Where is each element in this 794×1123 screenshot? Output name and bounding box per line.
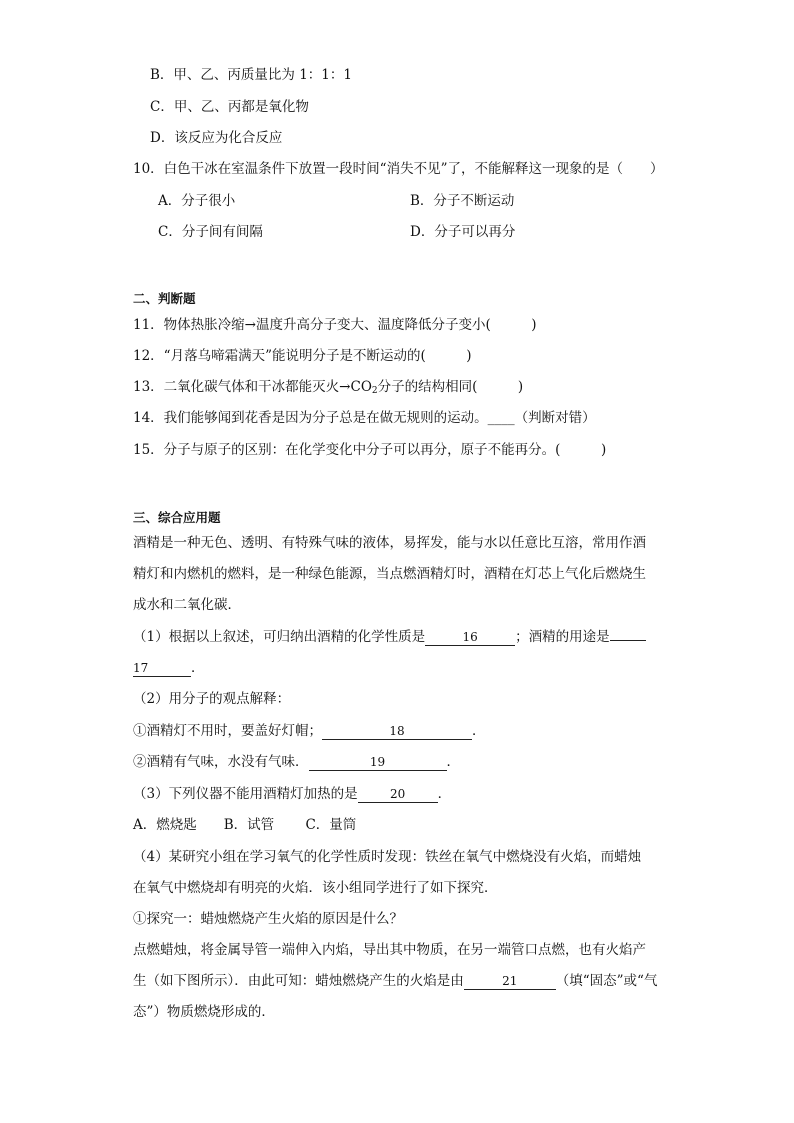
part-2-item-2-text: ②酒精有气味，水没有气味． — [133, 754, 309, 770]
part-4-line-5 — [133, 971, 657, 991]
part-4-line-3: ①探究一：蜡烛燃烧产生火焰的原因是什么？ — [133, 911, 403, 927]
intro-line-1: 酒精是一种无色、透明、有特殊气味的液体，易挥发，能与水以任意比互溶，常用作酒 — [133, 535, 646, 551]
q9-option-d: D．该反应为化合反应 — [150, 130, 283, 146]
q12: 12．“月落乌啼霜满天”能说明分子是不断运动的( ) — [133, 348, 472, 364]
part-3-text: （3）下列仪器不能用酒精灯加热的是 — [133, 786, 358, 802]
blank-19[interactable]: 19 — [309, 754, 447, 771]
section-2-heading: 二、判断题 — [133, 291, 196, 306]
part-2: （2）用分子的观点解释： — [133, 691, 291, 707]
q13 — [133, 377, 523, 401]
part-4-line-1: （4）某研究小组在学习氧气的化学性质时发现：铁丝在氧气中燃烧没有火焰，而蜡烛 — [133, 849, 642, 865]
q13-text-a: 13．二氧化碳气体和干冰都能灭火→CO — [133, 379, 372, 395]
q10-option-c: C．分子间有间隔 — [158, 224, 263, 240]
q10-option-d: D．分子可以再分 — [410, 224, 516, 240]
intro-line-3: 成水和二氧化碳． — [133, 597, 241, 613]
part-4-line-4: 点燃蜡烛，将金属导管一端伸入内焰，导出其中物质，在另一端管口点燃，也有火焰产 — [133, 942, 646, 958]
part-3-options: A．燃烧匙 B．试管 C．量筒 — [133, 817, 357, 833]
q9-option-b: B．甲、乙、丙质量比为 1：1：1 — [150, 67, 352, 83]
part-1-end: ． — [191, 660, 205, 676]
part-2-item-1-text: ①酒精灯不用时，要盖好灯帽； — [133, 723, 322, 739]
part-2-item-1-end: ． — [472, 723, 486, 739]
q10-option-a: A．分子很小 — [158, 193, 236, 209]
q11: 11．物体热胀冷缩→温度升高分子变大、温度降低分子变小( ) — [133, 317, 537, 333]
part-2-item-2-end: ． — [446, 754, 460, 770]
blank-17[interactable]: 17 — [133, 660, 191, 677]
part-1 — [133, 627, 646, 647]
part-2-item-2 — [133, 752, 460, 772]
q9-option-c: C．甲、乙、丙都是氧化物 — [150, 99, 309, 115]
q10-stem: 10．白色干冰在室温条件下放置一段时间“消失不见”了，不能解释这一现象的是（ ） — [133, 161, 664, 177]
intro-line-2: 精灯和内燃机的燃料，是一种绿色能源，当点燃酒精灯时，酒精在灯芯上气化后燃烧生 — [133, 566, 646, 582]
q15: 15．分子与原子的区别：在化学变化中分子可以再分，原子不能再分。( ) — [133, 442, 607, 458]
q10-option-b: B．分子不断运动 — [410, 193, 515, 209]
part-4-line-5-text-b: （填“固态”或“气 — [555, 973, 658, 989]
part-1-text-b: ；酒精的用途是 — [515, 629, 610, 645]
part-3-end: ． — [437, 786, 452, 802]
part-4-line-6: 态”）物质燃烧形成的． — [133, 1004, 275, 1020]
q14: 14．我们能够闻到花香是因为分子总是在做无规则的运动。____（判断对错） — [133, 410, 596, 426]
blank-20[interactable]: 20 — [358, 786, 438, 803]
part-4-line-2: 在氧气中燃烧却有明亮的火焰．该小组同学进行了如下探究． — [133, 880, 498, 896]
q13-subscript: 2 — [371, 386, 378, 396]
q13-text-b: 分子的结构相同( ) — [377, 379, 524, 395]
part-2-item-1 — [133, 721, 486, 741]
part-1-text-a: （1）根据以上叙述，可归纳出酒精的化学性质是 — [133, 629, 426, 645]
part-4-line-5-text-a: 生（如下图所示）．由此可知：蜡烛燃烧产生的火焰是由 — [133, 973, 464, 989]
blank-21[interactable]: 21 — [464, 973, 556, 990]
blank-17-start[interactable] — [610, 640, 646, 641]
part-1-cont — [133, 658, 205, 678]
blank-18[interactable]: 18 — [322, 723, 472, 740]
part-3 — [133, 784, 451, 804]
blank-16[interactable]: 16 — [425, 629, 515, 646]
section-3-heading: 三、综合应用题 — [133, 510, 221, 525]
